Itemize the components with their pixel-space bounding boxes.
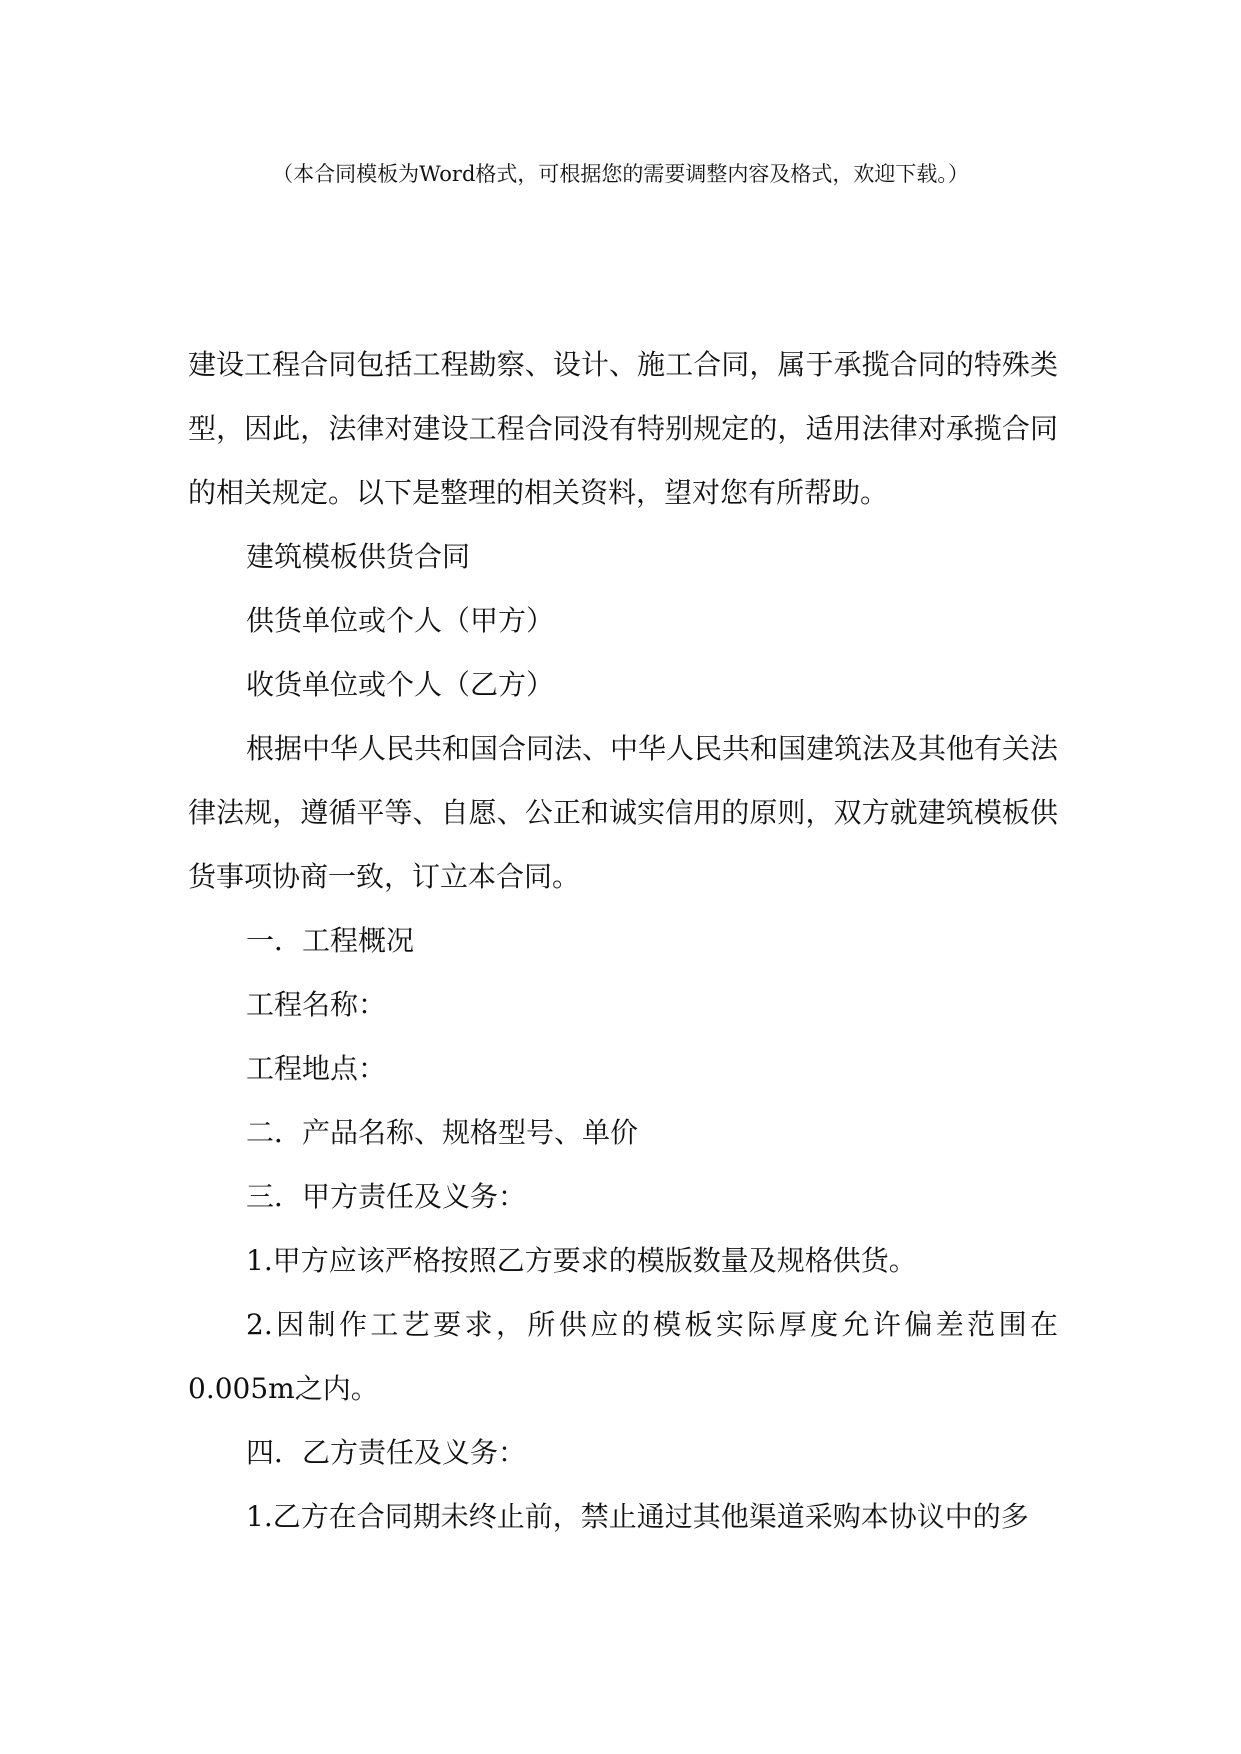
document-body: [188, 333, 1058, 1549]
party-b-line: 收货单位或个人（乙方）: [246, 668, 555, 701]
project-location-line: 工程地点：: [246, 1052, 387, 1085]
contract-title: 建筑模板供货合同: [246, 540, 471, 573]
party-a-line: 供货单位或个人（甲方）: [246, 604, 555, 637]
template-note: （本合同模板为Word格式，可根据您的需要调整内容及格式，欢迎下载。）: [272, 162, 969, 186]
section-4-heading: 四．乙方责任及义务：: [246, 1436, 527, 1469]
section-3-heading: 三．甲方责任及义务：: [246, 1180, 527, 1213]
intro-paragraph: 建设工程合同包括工程勘察、设计、施工合同，属于承揽合同的特殊类型，因此，法律对建设工程合同没有特别规定的，适用法律对承揽合同的相关规定。以下是整理的相关资料，望对您有所帮助。: [188, 348, 1058, 509]
project-name-line: 工程名称：: [246, 988, 387, 1021]
preamble-paragraph: 根据中华人民共和国合同法、中华人民共和国建筑法及其他有关法律法规，遵循平等、自愿、公正和诚实信用的原则，双方就建筑模板供货事项协商一致，订立本合同。: [188, 732, 1059, 893]
section-4-item-1: 1.乙方在合同期未终止前，禁止通过其他渠道采购本协议中的多: [246, 1500, 1029, 1533]
section-2-heading: 二．产品名称、规格型号、单价: [246, 1116, 639, 1149]
section-3-item-1: 1.甲方应该严格按照乙方要求的模版数量及规格供货。: [246, 1244, 917, 1277]
section-1-heading: 一．工程概况: [246, 924, 415, 957]
section-3-item-2: 2.因制作工艺要求，所供应的模板实际厚度允许偏差范围在0.005m之内。: [188, 1308, 1058, 1405]
